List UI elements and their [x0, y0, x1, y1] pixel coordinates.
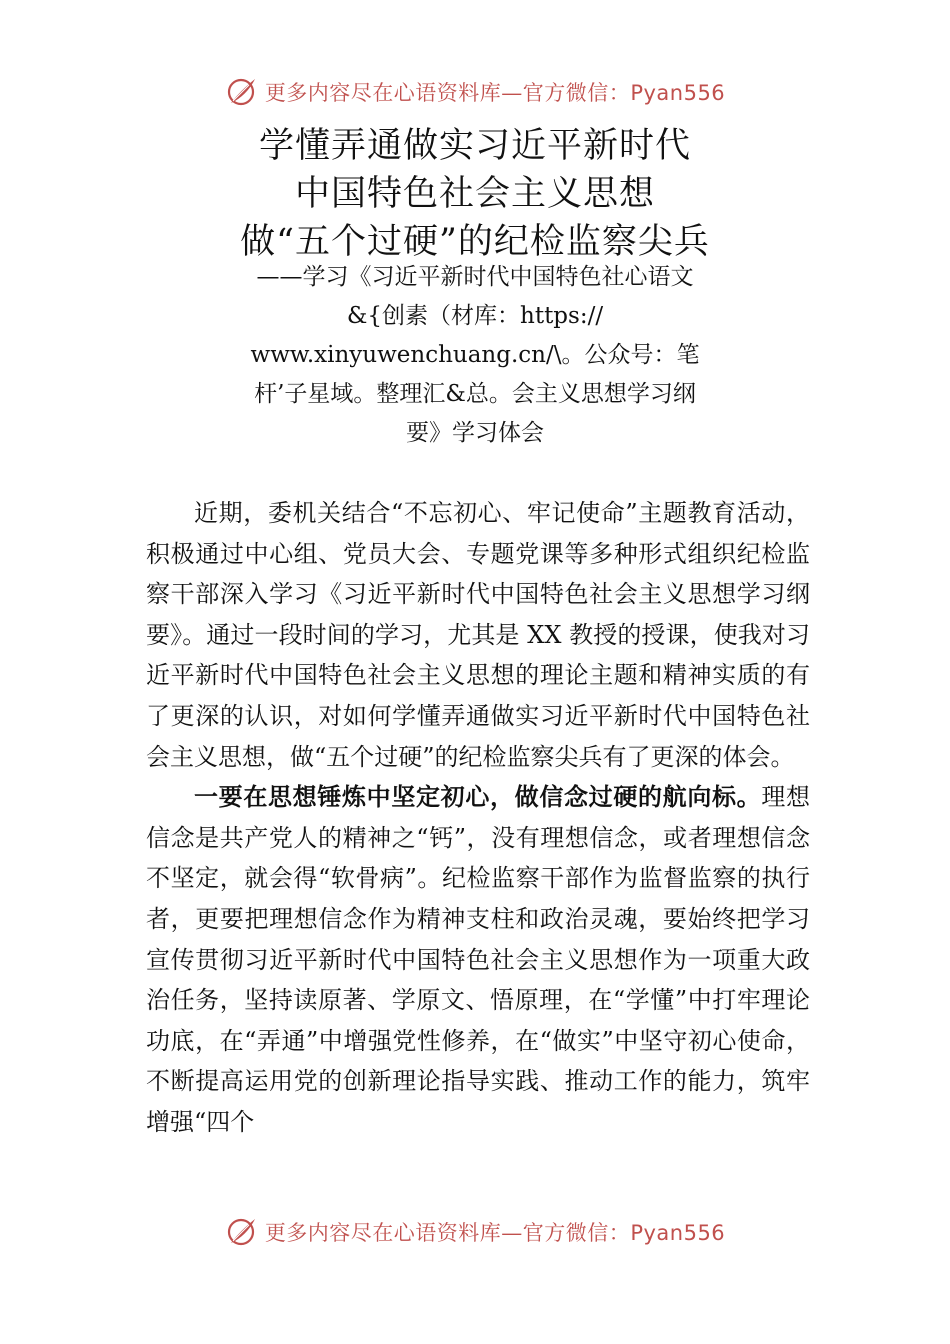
paragraph-2-lead: 一要在思想锤炼中坚定初心，做信念过硬的航向标。: [194, 783, 762, 812]
paragraph-2-text: 理想信念是共产党人的精神之“钙”，没有理想信念，或者理想信念不坚定，就会得“软骨病”。纪检监察干部作为监督监察的执行者，更要把理想信念作为精神支柱和政治灵魂，要始终把学习宣传贯彻习近平新时代中国特色社会主义思想作为一项重大政治任务，坚持读原著、学原文、悟原理，在“学懂”中打牢理论功底，在“弄通”中增强党性修养，在“做实”中坚守初心使命，不断提高运用党的创新理论指导实践、推动工作的能力，筑牢增强“四个: [146, 783, 811, 1136]
footer-watermark: [0, 1212, 950, 1252]
watermark-text: 更多内容尽在心语资料库—官方微信：Pyan556: [264, 81, 726, 105]
body-paragraph-2: [146, 777, 810, 1142]
title-line-2: 中国特色社会主义思想: [294, 174, 655, 214]
watermark-wechat-id: Pyan556: [630, 1221, 726, 1245]
document-subtitle: [210, 258, 740, 453]
subtitle-line-1: ——学习《习近平新时代中国特色社心语文: [256, 264, 694, 290]
quill-logo-icon: [225, 75, 259, 109]
title-line-3: 做“五个过硬”的纪检监察尖兵: [240, 222, 710, 262]
header-watermark: [0, 72, 950, 112]
document-body: [146, 493, 810, 1143]
watermark-text: 更多内容尽在心语资料库—官方微信：Pyan556: [264, 1221, 726, 1245]
subtitle-line-3: www.xinyuwenchuang.cn/\。公众号：笔: [250, 342, 700, 368]
subtitle-line-4: 杆’子星域。整理汇&总。会主义思想学习纲: [254, 381, 696, 407]
body-paragraph-1: 近期，委机关结合“不忘初心、牢记使命”主题教育活动，积极通过中心组、党员大会、专题党课等多种形式组织纪检监察干部深入学习《习近平新时代中国特色社会主义思想学习纲要》。通过一段时间的学习，尤其是 XX 教授的授课，使我对习近平新时代中国特色社会主义思想的理论主题和精神实质的有了更深的认识，对如何学懂弄通做实习近平新时代中国特色社会主义思想，做“五个过硬”的纪检监察尖兵有了更深的体会。: [146, 499, 810, 771]
subtitle-line-5: 要》学习体会: [406, 420, 544, 446]
subtitle-line-2: &{创素（材库：https://: [346, 303, 604, 329]
document-title: [0, 122, 950, 266]
quill-logo-icon: [225, 1215, 259, 1249]
watermark-wechat-id: Pyan556: [630, 81, 726, 105]
title-line-1: 学懂弄通做实习近平新时代: [258, 126, 691, 166]
